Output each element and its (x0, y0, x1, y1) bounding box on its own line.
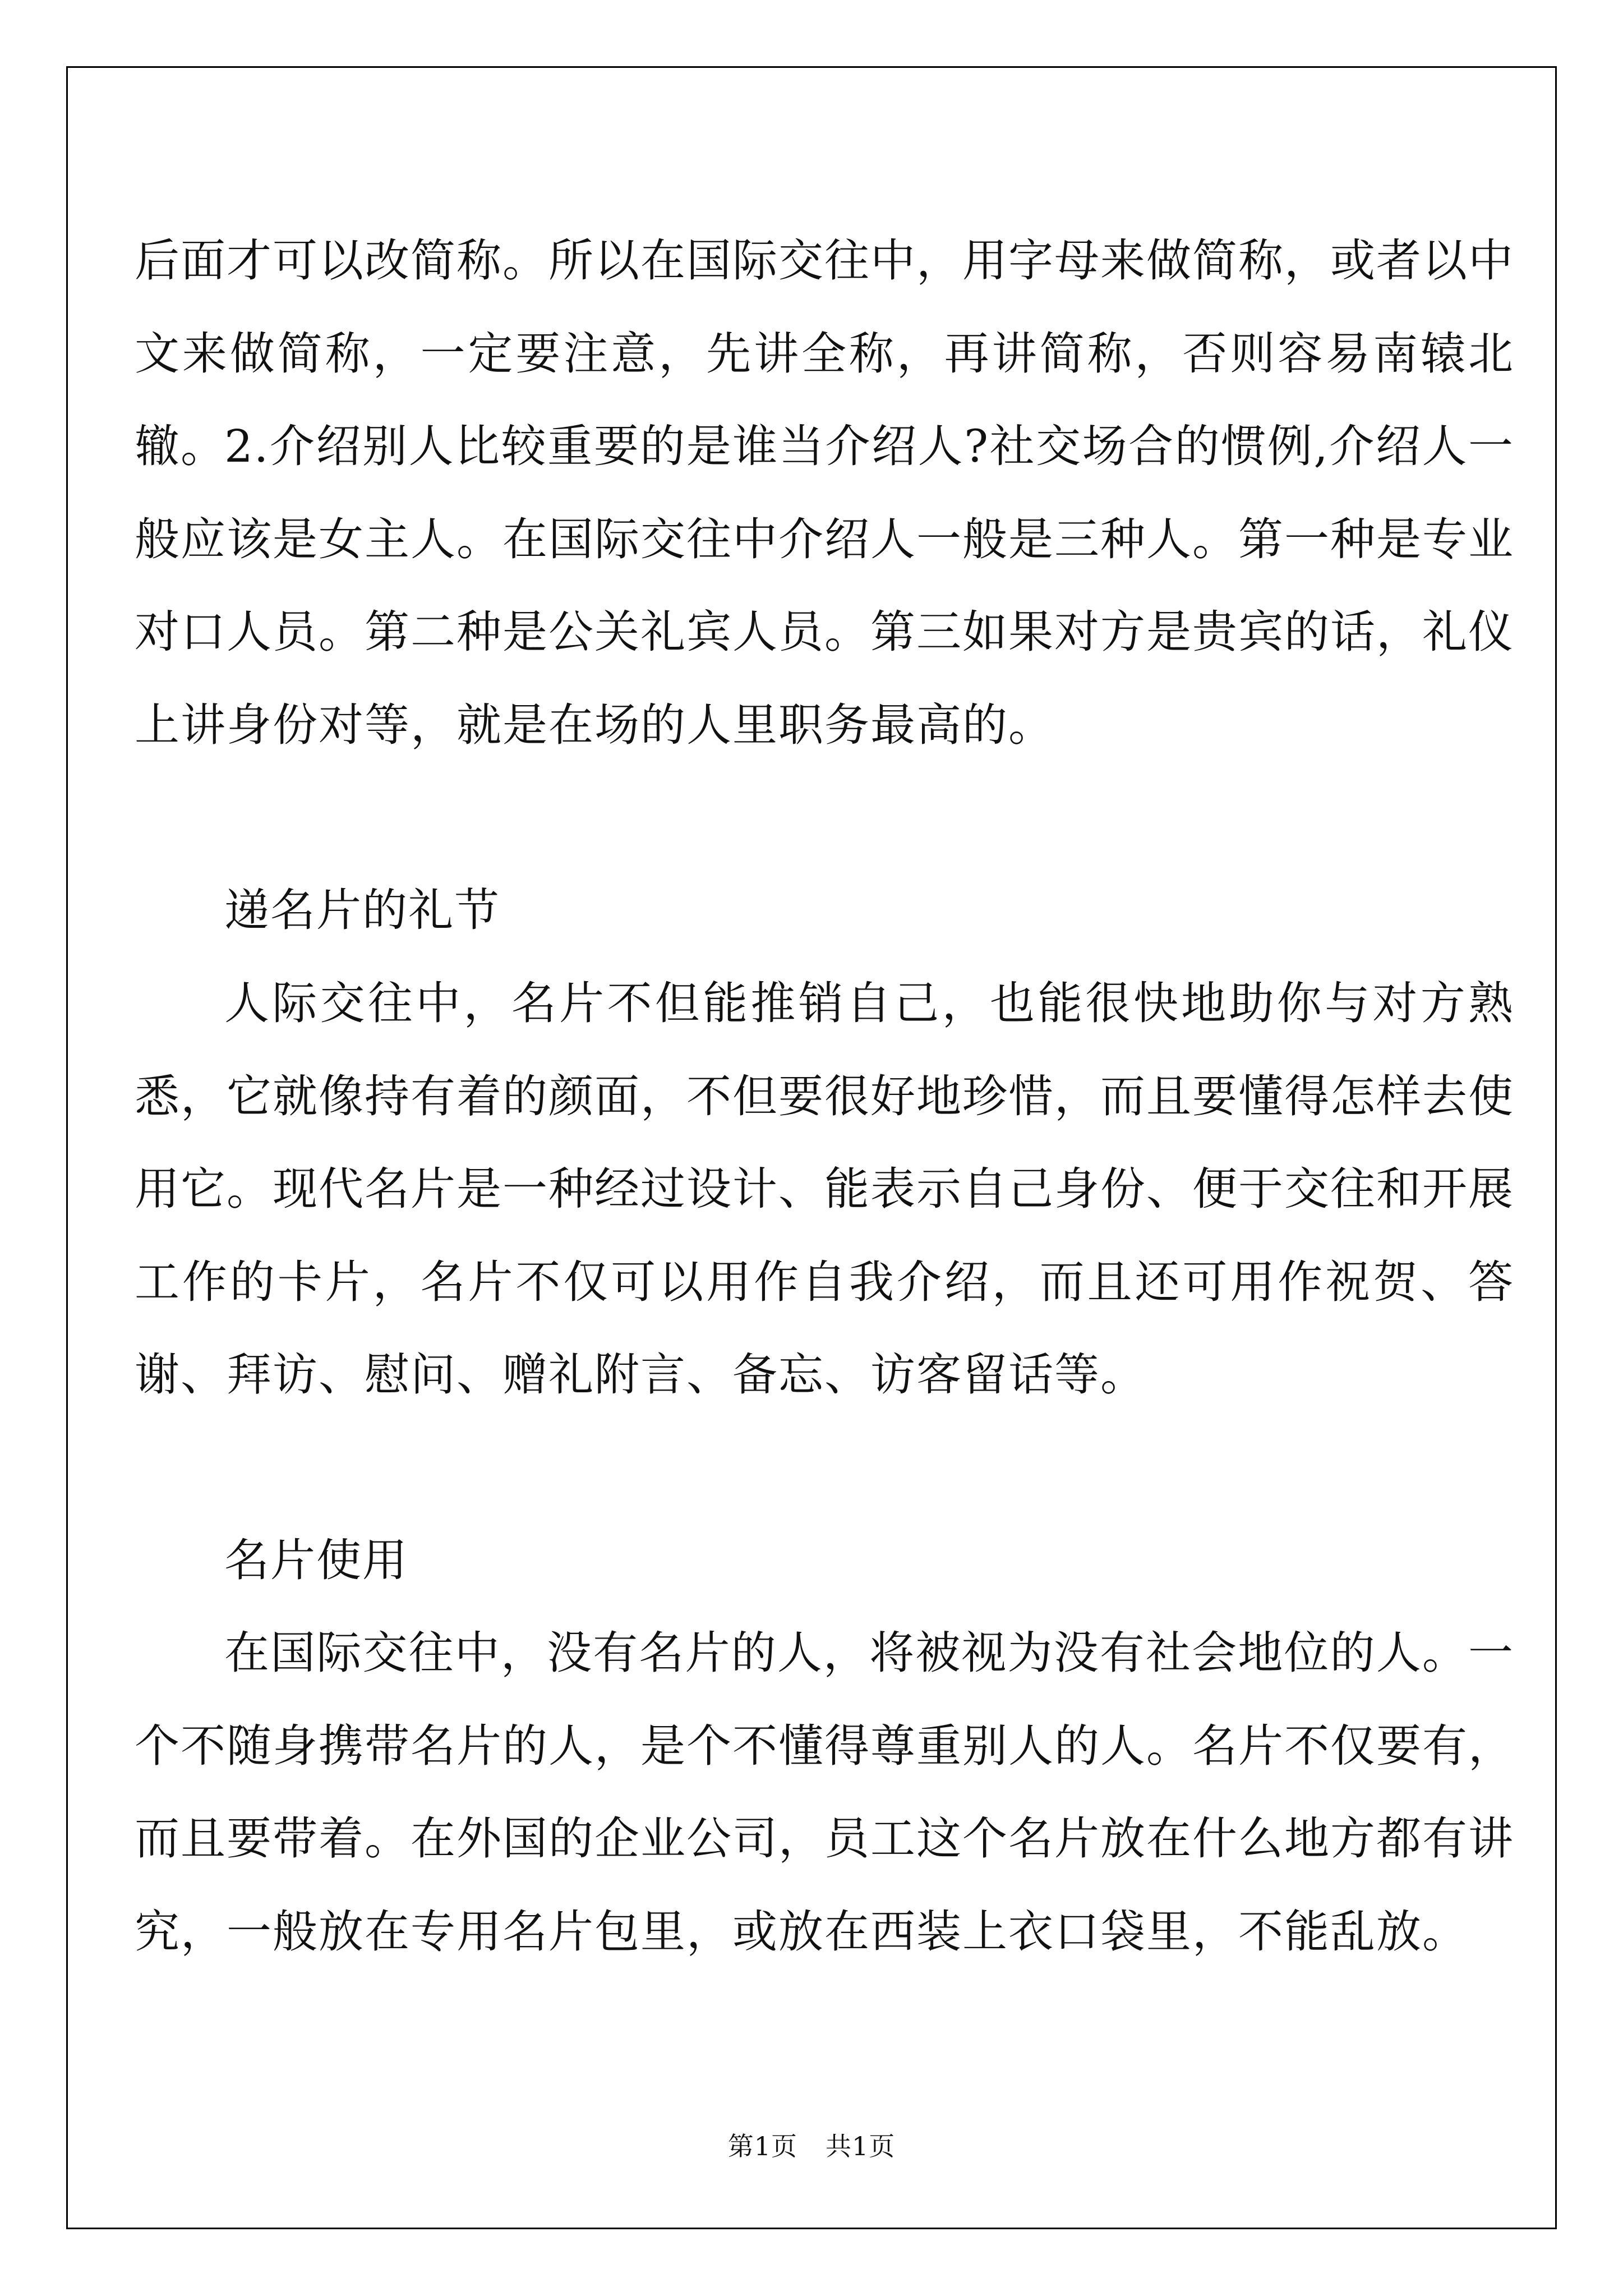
section-heading-business-card-etiquette: 递名片的礼节 (224, 884, 500, 936)
paragraph-continuation: 后面才可以改简称。所以在国际交往中，用字母来做简称，或者以中文来做简称，一定要注意，先讲全称，再讲简称，否则容易南辕北辙。 (135, 234, 1514, 473)
paragraph-business-card-intro: 人际交往中，名片不但能推销自己，也能很快地助你与对方熟悉，它就像持有着的颜面，不但要很好地珍惜，而且要懂得怎样去使用它。现代名片是一种经过设计、能表示自己身份、便于交往和开展工作的卡片，名片不仅可以用作自我介绍，而且还可用作祝贺、答谢、拜访、慰问、赠礼附言、备忘、访客留话等。 (135, 977, 1514, 1401)
page-number: 第1页 (727, 2131, 797, 2161)
page-footer (0, 2126, 1623, 2163)
page-total: 共1页 (826, 2131, 896, 2161)
section-heading-business-card-use: 名片使用 (224, 1534, 408, 1586)
paragraph-introducer: 2.介绍别人比较重要的是谁当介绍人?社交场合的惯例,介绍人一般应该是女主人。在国际交往中介绍人一般是三种人。第一种是专业对口人员。第二种是公关礼宾人员。第三如果对方是贵宾的话，礼仪上讲身份对等，就是在场的人里职务最高的。 (135, 420, 1514, 751)
paragraph-business-card-use: 在国际交往中，没有名片的人，将被视为没有社会地位的人。一个不随身携带名片的人，是个不懂得尊重别人的人。名片不仅要有，而且要带着。在外国的企业公司，员工这个名片放在什么地方都有讲究，一般放在专用名片包里，或放在西装上衣口袋里，不能乱放。 (135, 1627, 1514, 1958)
